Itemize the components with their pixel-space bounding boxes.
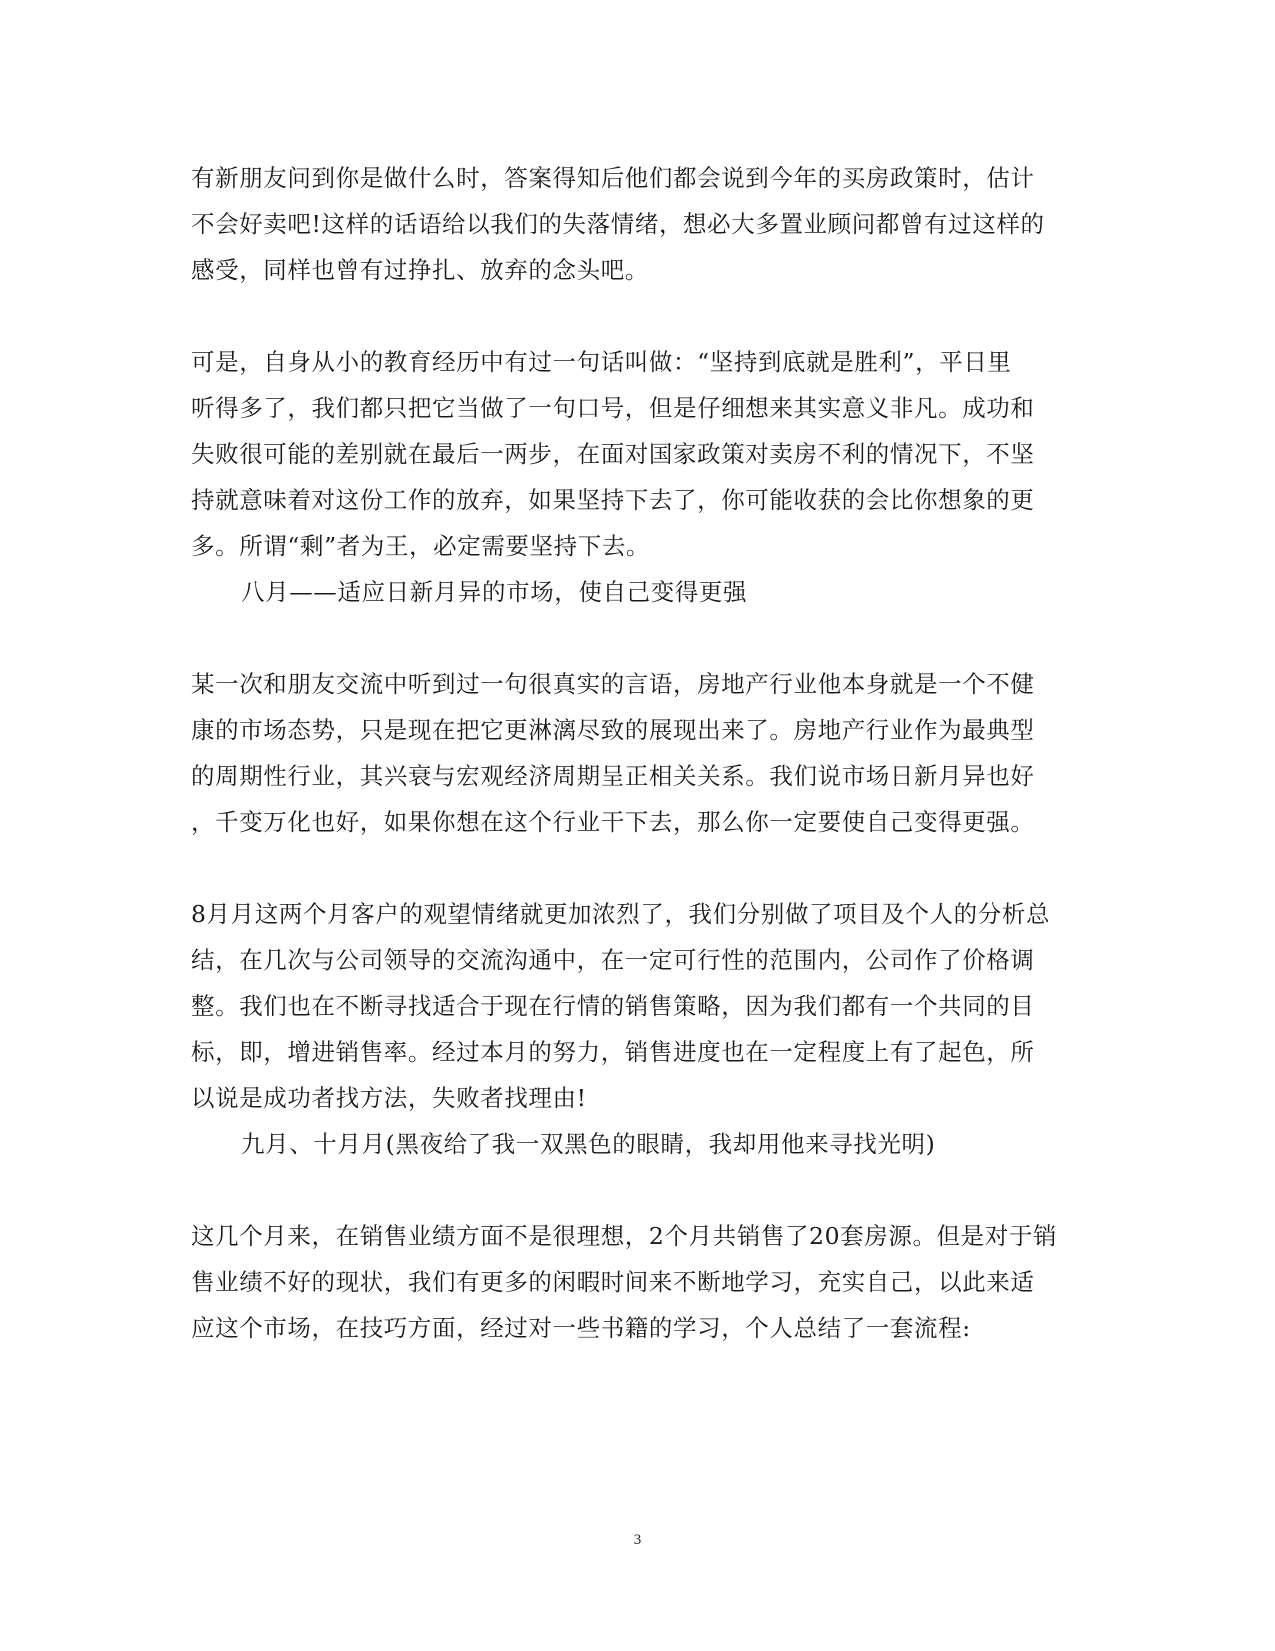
text-line: 结，在几次与公司领导的交流沟通中，在一定可行性的范围内，公司作了价格调	[191, 946, 1035, 974]
section-heading: 九月、十月月(黑夜给了我一双黑色的眼睛，我却用他来寻找光明)	[241, 1130, 936, 1158]
text-line: ，千变万化也好，如果你想在这个行业干下去，那么你一定要使自己变得更强。	[191, 808, 1035, 836]
text-line: 有新朋友问到你是做什么时，答案得知后他们都会说到今年的买房政策时，估计	[191, 164, 1035, 192]
text-line: 感受，同样也曾有过挣扎、放弃的念头吧。	[191, 256, 649, 284]
text-line: 不会好卖吧!这样的话语给以我们的失落情绪，想必大多置业顾问都曾有过这样的	[191, 210, 1045, 238]
section-heading: 八月——适应日新月异的市场，使自己变得更强	[241, 578, 748, 606]
text-line: 可是，自身从小的教育经历中有过一句话叫做：“坚持到底就是胜利”，平日里	[191, 348, 1012, 376]
text-line: 多。所谓“剩”者为王，必定需要坚持下去。	[191, 532, 651, 560]
text-line: 某一次和朋友交流中听到过一句很真实的言语，房地产行业他本身就是一个不健	[191, 670, 1035, 698]
text-line: 标，即，增进销售率。经过本月的努力，销售进度也在一定程度上有了起色，所	[191, 1038, 1035, 1066]
text-line: 8月月这两个月客户的观望情绪就更加浓烈了，我们分别做了项目及个人的分析总	[191, 900, 1051, 928]
text-line: 康的市场态势，只是现在把它更淋漓尽致的展现出来了。房地产行业作为最典型	[191, 716, 1035, 744]
text-line: 售业绩不好的现状，我们有更多的闲暇时间来不断地学习，充实自己，以此来适	[191, 1268, 1035, 1296]
text-line: 持就意味着对这份工作的放弃，如果坚持下去了，你可能收获的会比你想象的更	[191, 486, 1035, 514]
text-line: 整。我们也在不断寻找适合于现在行情的销售策略，因为我们都有一个共同的目	[191, 992, 1035, 1020]
text-line: 这几个月来，在销售业绩方面不是很理想，2个月共销售了20套房源。但是对于销	[191, 1222, 1058, 1250]
text-line: 听得多了，我们都只把它当做了一句口号，但是仔细想来其实意义非凡。成功和	[191, 394, 1035, 422]
text-line: 应这个市场，在技巧方面，经过对一些书籍的学习，个人总结了一套流程:	[191, 1314, 971, 1342]
text-line: 失败很可能的差别就在最后一两步，在面对国家政策对卖房不利的情况下，不坚	[191, 440, 1035, 468]
page-number: 3	[633, 1532, 642, 1548]
text-line: 以说是成功者找方法，失败者找理由!	[191, 1084, 587, 1112]
text-line: 的周期性行业，其兴衰与宏观经济周期呈正相关关系。我们说市场日新月异也好	[191, 762, 1035, 790]
